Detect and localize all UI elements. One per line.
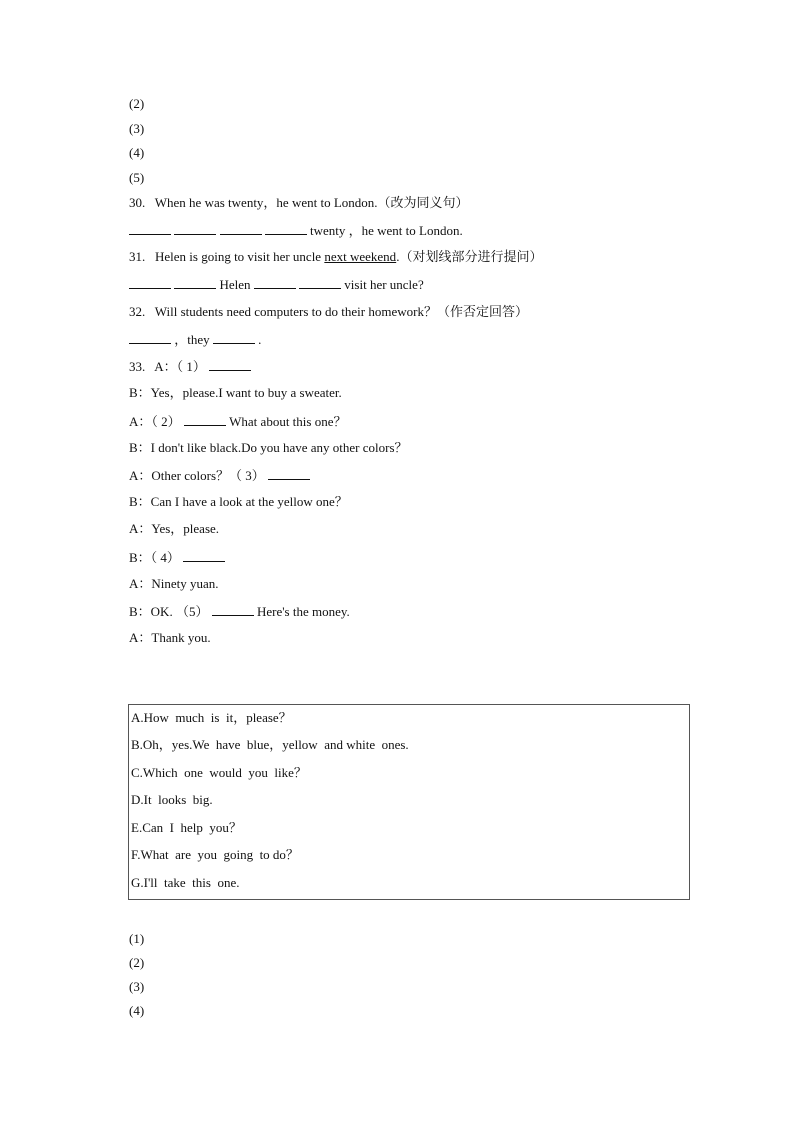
- blank[interactable]: [209, 358, 251, 371]
- option-b: B.Oh，yes.We have blue，yellow and white ones.: [131, 737, 409, 752]
- answer-line-4: (4): [129, 1003, 145, 1018]
- option-e: E.Can I help you？: [131, 820, 242, 835]
- answer-text: Helen: [216, 277, 254, 292]
- question-30: [129, 195, 469, 211]
- blank[interactable]: [174, 222, 216, 235]
- question-32: [129, 304, 528, 320]
- blank[interactable]: [265, 222, 307, 235]
- blank[interactable]: [299, 276, 341, 289]
- underlined-phrase: next weekend: [324, 249, 397, 264]
- question-33: [129, 358, 251, 375]
- blank[interactable]: [212, 603, 254, 616]
- dialogue-line-with-blank: [129, 549, 225, 566]
- answer-line-2: (2): [129, 955, 145, 970]
- dialogue-line-with-blank: [129, 603, 350, 620]
- question-number: 30.: [129, 195, 146, 210]
- dialogue-text: B：OK. （5）: [129, 604, 212, 619]
- blank[interactable]: [129, 276, 171, 289]
- blank[interactable]: [254, 276, 296, 289]
- question-number: 33.: [129, 359, 146, 374]
- answer-line-5: (5): [129, 170, 145, 185]
- answer-line-4: (4): [129, 145, 145, 160]
- blank[interactable]: [174, 276, 216, 289]
- question-instruction: .（对划线部分进行提问）: [396, 249, 543, 264]
- question-31: [129, 249, 542, 265]
- dialogue-text: B：（ 4）: [129, 550, 184, 565]
- blank[interactable]: [213, 331, 255, 344]
- answer-line-2: (2): [129, 96, 145, 111]
- answer-32: [129, 331, 261, 348]
- answer-text: .: [254, 332, 262, 347]
- dialogue-line-with-blank: [129, 467, 310, 484]
- dialogue-line-with-blank: [129, 413, 346, 430]
- question-text: Will students need computers to do their homework？（作否定回答）: [154, 304, 528, 319]
- question-number: 31.: [129, 249, 146, 264]
- dialogue-text: Here's the money.: [253, 604, 350, 619]
- answer-30: [129, 222, 463, 239]
- option-g: G.I'll take this one.: [131, 875, 240, 890]
- answer-text: twenty ，he went to London.: [306, 223, 463, 238]
- option-d: D.It looks big.: [131, 792, 213, 807]
- question-number: 32.: [129, 304, 146, 319]
- answer-line-3: (3): [129, 121, 145, 136]
- blank[interactable]: [129, 222, 171, 235]
- dialogue-text: A：Other colors？（ 3）: [129, 468, 269, 483]
- dialogue-line: A：Thank you.: [129, 630, 211, 645]
- answer-line-1: (1): [129, 931, 145, 946]
- blank[interactable]: [129, 331, 171, 344]
- blank[interactable]: [268, 467, 310, 480]
- blank[interactable]: [220, 222, 262, 235]
- dialogue-line: B：Yes，please.I want to buy a sweater.: [129, 385, 342, 400]
- option-c: C.Which one would you like？: [131, 765, 307, 780]
- answer-text: ，they: [171, 332, 213, 347]
- answer-text: visit her uncle?: [341, 277, 424, 292]
- answer-line-3: (3): [129, 979, 145, 994]
- option-f: F.What are you going to do？: [131, 847, 299, 862]
- dialogue-line: A：Yes，please.: [129, 521, 220, 536]
- option-a: A.How much is it，please？: [131, 710, 292, 725]
- options-box: [128, 704, 690, 900]
- question-text: When he was twenty，he went to London.（改为同义句）: [154, 195, 469, 210]
- blank[interactable]: [184, 413, 226, 426]
- answer-31: [129, 276, 424, 293]
- dialogue-line: A：Ninety yuan.: [129, 576, 219, 591]
- dialogue-line: B：I don't like black.Do you have any other colors？: [129, 440, 408, 455]
- dialogue-line: A：（ 1）: [154, 359, 210, 374]
- dialogue-line: B：Can I have a look at the yellow one？: [129, 494, 348, 509]
- dialogue-text: What about this one？: [225, 414, 347, 429]
- dialogue-text: A：（ 2）: [129, 414, 184, 429]
- blank[interactable]: [183, 549, 225, 562]
- question-text: Helen is going to visit her uncle: [155, 249, 325, 264]
